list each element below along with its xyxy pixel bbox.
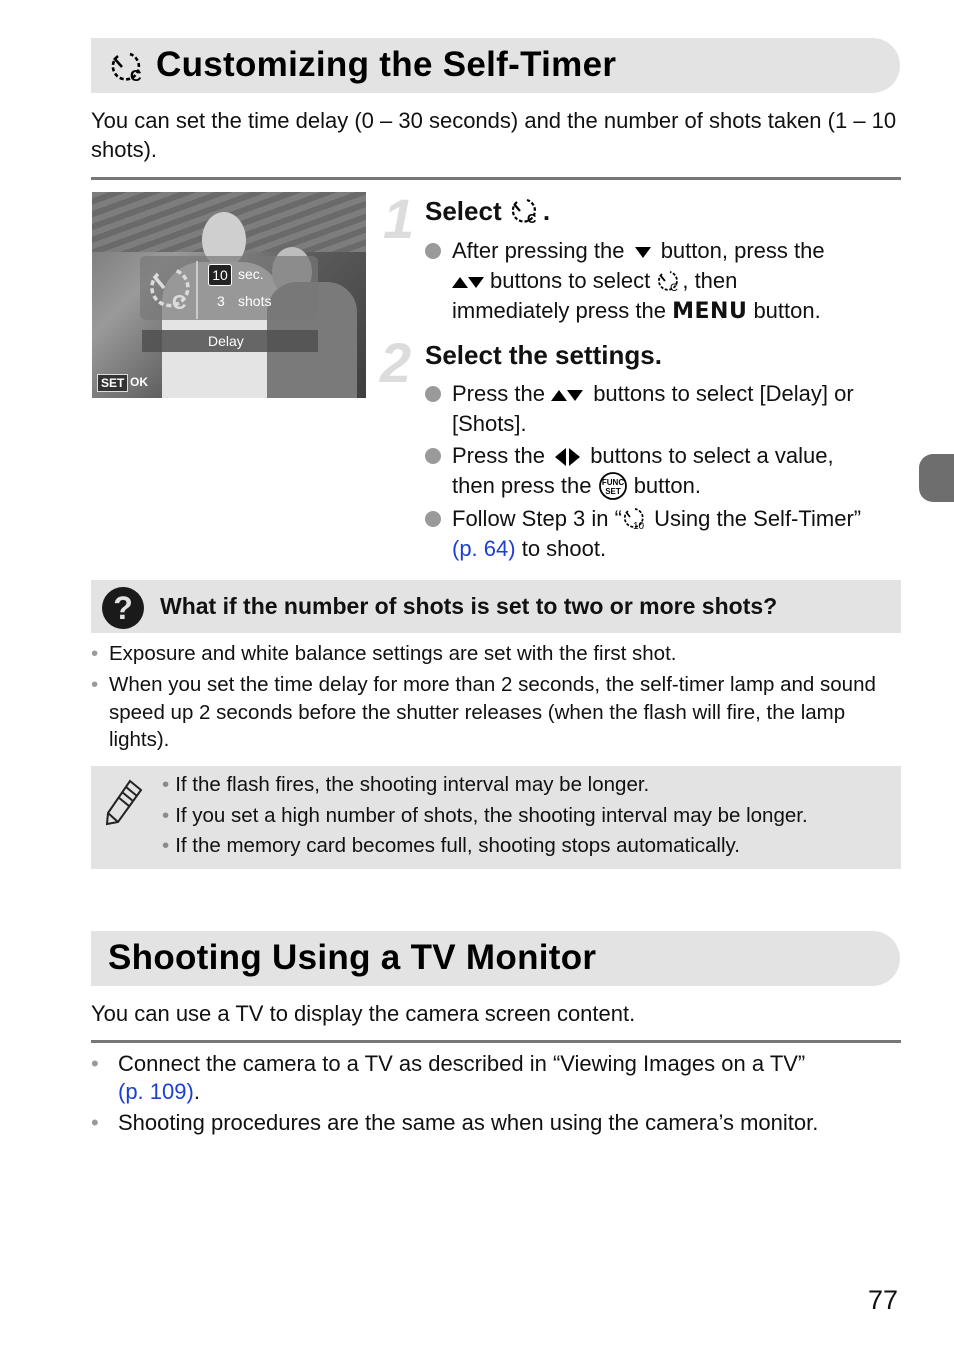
bullet-dot <box>425 243 441 259</box>
bullet-dot: • <box>91 642 99 665</box>
step1-text-e: immediately press the <box>452 298 666 323</box>
step1-title-text: Select <box>425 196 502 226</box>
tv-item-text: Shooting procedures are the same as when using the camera’s monitor. <box>118 1110 819 1135</box>
svg-text:C: C <box>172 292 187 314</box>
camera-screen-image <box>92 192 366 398</box>
delay-label: Delay <box>208 333 244 349</box>
step2-b3-text-a: Follow Step 3 in “ <box>452 506 622 531</box>
self-timer-custom-icon <box>108 50 148 84</box>
step1-title <box>425 196 550 227</box>
pencil-note-icon <box>104 778 144 826</box>
svg-text:C: C <box>526 211 537 225</box>
step2-b2-text-d: button. <box>633 473 701 498</box>
svg-text:C: C <box>130 68 142 84</box>
down-arrow-icon <box>468 277 484 288</box>
step1-text-d: , then <box>682 268 738 293</box>
step1-bullet <box>425 236 900 327</box>
step2-b1-text-a: Press the <box>452 381 545 406</box>
faq-item-text: Exposure and white balance settings are set with the first shot. <box>109 642 677 665</box>
bullet-dot: • <box>162 834 170 857</box>
svg-text:10: 10 <box>632 521 645 531</box>
faq-question: What if the number of shots is set to two or more shots? <box>160 593 778 619</box>
note-item <box>162 804 808 828</box>
bullet-dot: • <box>162 773 170 796</box>
delay-unit: sec. <box>238 266 264 282</box>
step-number-2: 2 <box>380 331 412 394</box>
divider <box>91 177 901 180</box>
svg-text:SET: SET <box>604 487 621 496</box>
question-icon <box>101 586 145 630</box>
delay-value: 10 <box>208 264 232 286</box>
left-arrow-icon <box>555 448 566 466</box>
bullet-dot <box>425 448 441 464</box>
svg-text:FUNC: FUNC <box>601 478 624 487</box>
faq-item <box>91 671 891 754</box>
up-arrow-icon <box>452 277 468 288</box>
step2-b2-text-b: buttons to select a value, <box>590 443 834 468</box>
right-arrow-icon <box>569 448 580 466</box>
set-button-label: SET <box>97 374 128 392</box>
bullet-dot <box>425 386 441 402</box>
note-item <box>162 834 740 858</box>
step2-bullet-3 <box>425 504 900 564</box>
step1-title-period: . <box>542 196 551 226</box>
shots-value: 3 <box>217 293 225 309</box>
step2-bullet-1 <box>425 379 900 439</box>
note-item <box>162 773 649 797</box>
down-arrow-icon <box>567 390 583 401</box>
section-intro: You can set the time delay (0 – 30 seconds) and the number of shots taken (1 – 10 shots). <box>91 108 897 162</box>
section-intro: You can use a TV to display the camera screen content. <box>91 1001 636 1026</box>
self-timer-overlay-icon <box>144 264 194 316</box>
bullet-dot: • <box>91 673 99 696</box>
step2-bullet-2 <box>425 441 900 501</box>
bullet-dot: • <box>91 1110 99 1135</box>
section-title: Customizing the Self-Timer <box>156 45 617 84</box>
page-number: 77 <box>868 1285 899 1315</box>
section-title: Shooting Using a TV Monitor <box>108 938 597 977</box>
down-arrow-icon <box>635 247 651 258</box>
bullet-dot <box>425 511 441 527</box>
tv-item <box>91 1109 901 1137</box>
tv-item-end: . <box>193 1079 200 1104</box>
menu-button-label: MENU <box>672 299 748 324</box>
note-item-text: If the memory card becomes full, shooting stops automatically. <box>175 834 740 857</box>
step1-text-b: button, press the <box>660 238 825 263</box>
faq-item <box>91 640 901 668</box>
self-timer-10s-icon <box>622 507 648 531</box>
step1-text-a: After pressing the <box>452 238 625 263</box>
step1-text-f: button. <box>753 298 821 323</box>
bullet-dot: • <box>91 1051 99 1076</box>
step2-b2-text-a: Press the <box>452 443 545 468</box>
faq-item-text: When you set the time delay for more than 2 seconds, the self-timer lamp and sound speed up 2 seconds before the shutter releases (when the flash will fire, the lamp lights). <box>109 673 876 751</box>
step2-b3-text-c: to shoot. <box>521 536 607 561</box>
tv-item-text: Connect the camera to a TV as described in “Viewing Images on a TV” <box>118 1051 806 1076</box>
tv-item <box>91 1050 901 1106</box>
up-arrow-icon <box>551 390 567 401</box>
step1-text-c: buttons to select <box>490 268 651 293</box>
page-link-64[interactable]: (p. 64) <box>452 536 516 561</box>
chapter-tab <box>919 454 954 502</box>
step2-b2-text-c: then press the <box>452 473 592 498</box>
divider <box>91 1040 901 1043</box>
ok-label: OK <box>130 375 148 389</box>
shots-unit: shots <box>238 293 272 309</box>
self-timer-custom-icon <box>509 197 543 225</box>
page-link-109[interactable]: (p. 109) <box>118 1079 194 1104</box>
func-set-button-icon <box>598 471 628 501</box>
step2-b1-text-c: [Shots]. <box>452 411 527 436</box>
note-item-text: If you set a high number of shots, the shooting interval may be longer. <box>175 804 808 827</box>
step-number-1: 1 <box>383 187 415 250</box>
step2-b3-text-b: Using the Self-Timer” <box>654 506 862 531</box>
svg-text:?: ? <box>113 590 133 626</box>
note-item-text: If the flash fires, the shooting interval may be longer. <box>175 773 650 796</box>
step2-title: Select the settings. <box>425 340 662 370</box>
step2-b1-text-b: buttons to select [Delay] or <box>593 381 854 406</box>
bullet-dot: • <box>162 804 170 827</box>
overlay-divider <box>196 261 198 319</box>
svg-text:C: C <box>670 282 679 292</box>
self-timer-custom-icon <box>656 270 682 292</box>
